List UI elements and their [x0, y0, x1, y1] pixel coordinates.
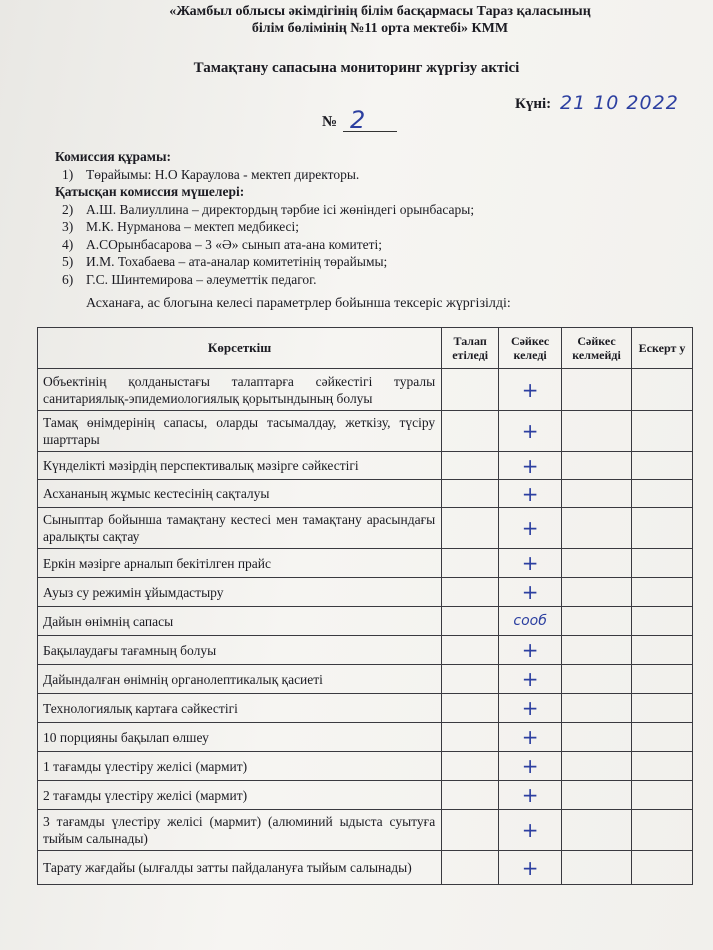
noncompliant-cell: [562, 607, 632, 636]
noncompliant-cell: [562, 810, 632, 851]
compliant-cell: +: [499, 549, 562, 578]
indicator-cell: Дайын өнімнің сапасы: [38, 607, 442, 636]
note-cell: [632, 752, 693, 781]
header-line-1: «Жамбыл облысы әкімдігінің білім басқармасы Тараз қаласының: [169, 4, 591, 19]
commission-chair: [55, 166, 474, 184]
list-text: Г.С. Шинтемирова – әлеуметтік педагог.: [86, 271, 317, 287]
note-cell: [632, 723, 693, 752]
act-number-value: 2: [350, 106, 366, 134]
commission-member: [55, 253, 474, 271]
table-row: [38, 723, 693, 752]
noncompliant-cell: [562, 636, 632, 665]
noncompliant-cell: [562, 578, 632, 607]
noncompliant-cell: [562, 549, 632, 578]
table-row: [38, 369, 693, 411]
noncompliant-cell: [562, 781, 632, 810]
commission-title: Комиссия құрамы:: [55, 149, 172, 164]
indicator-cell: Объектінің қолданыстағы талаптарға сәйкестігі туралы санитариялық-эпидемиологиялық қорытындының болуы: [38, 369, 442, 411]
required-cell: [442, 723, 499, 752]
table-row: [38, 752, 693, 781]
note-cell: [632, 607, 693, 636]
header-indicator: Көрсеткіш: [38, 328, 442, 369]
noncompliant-cell: [562, 480, 632, 508]
list-number: 1): [62, 166, 74, 182]
compliant-cell: +: [499, 480, 562, 508]
commission-member: [55, 201, 474, 219]
act-number-label: №: [322, 114, 338, 130]
required-cell: [442, 607, 499, 636]
intro-text: Асханаға, ас блогына келесі параметрлер бойынша тексеріс жүргізілді:: [86, 296, 511, 311]
compliant-cell: +: [499, 452, 562, 480]
required-cell: [442, 810, 499, 851]
compliant-cell: +: [499, 752, 562, 781]
list-number: 4): [62, 236, 74, 252]
table-row: [38, 810, 693, 851]
indicator-cell: Технологиялық картаға сәйкестігі: [38, 694, 442, 723]
note-cell: [632, 452, 693, 480]
required-cell: [442, 508, 499, 549]
required-cell: [442, 411, 499, 452]
required-cell: [442, 578, 499, 607]
compliant-cell: +: [499, 665, 562, 694]
header-required: Талап етіледі: [442, 328, 499, 369]
noncompliant-cell: [562, 723, 632, 752]
table-row: [38, 508, 693, 549]
required-cell: [442, 369, 499, 411]
indicator-cell: Сыныптар бойынша тамақтану кестесі мен тамақтану арасындағы аралықты сақтау: [38, 508, 442, 549]
list-text: А.Ш. Валиуллина – директордың тәрбие ісі жөніндегі орынбасары;: [86, 201, 475, 217]
indicator-cell: Тарату жағдайы (ылғалды затты пайдалануға тыйым салынады): [38, 851, 442, 885]
required-cell: [442, 851, 499, 885]
note-cell: [632, 508, 693, 549]
table-row: [38, 781, 693, 810]
noncompliant-cell: [562, 752, 632, 781]
note-cell: [632, 851, 693, 885]
indicator-cell: Бақылаудағы тағамның болуы: [38, 636, 442, 665]
note-cell: [632, 636, 693, 665]
note-cell: [632, 810, 693, 851]
list-number: 3): [62, 219, 74, 234]
table-row: [38, 636, 693, 665]
commission-member: [55, 218, 474, 236]
commission-member: [55, 236, 474, 254]
compliant-cell: +: [499, 411, 562, 452]
noncompliant-cell: [562, 665, 632, 694]
noncompliant-cell: [562, 369, 632, 411]
members-title: Қатысқан комиссия мүшелері:: [55, 184, 245, 199]
compliant-cell: +: [499, 810, 562, 851]
list-text: М.К. Нурманова – мектеп медбикесі;: [86, 219, 300, 234]
noncompliant-cell: [562, 508, 632, 549]
compliant-cell: +: [499, 694, 562, 723]
indicator-cell: Дайындалған өнімнің органолептикалық қасиеті: [38, 665, 442, 694]
header-line-2: білім бөлімінің №11 орта мектебі» КММ: [251, 21, 509, 36]
header-note: Ескерт у: [632, 328, 693, 369]
required-cell: [442, 665, 499, 694]
note-cell: [632, 369, 693, 411]
table-row: [38, 851, 693, 885]
list-number: 6): [62, 271, 74, 287]
table-row: [38, 480, 693, 508]
table-row: [38, 578, 693, 607]
compliant-cell: +: [499, 578, 562, 607]
list-text: И.М. Тохабаева – ата-аналар комитетінің төрайымы;: [86, 254, 388, 269]
organization-header: [150, 3, 610, 37]
note-cell: [632, 694, 693, 723]
table-row: [38, 549, 693, 578]
indicator-cell: 1 тағамды үлестіру желісі (мармит): [38, 752, 442, 781]
noncompliant-cell: [562, 411, 632, 452]
note-cell: [632, 411, 693, 452]
indicator-cell: Күнделікті мәзірдің перспективалық мәзірге сәйкестігі: [38, 452, 442, 480]
compliant-cell: +: [499, 851, 562, 885]
members-list: [55, 201, 474, 289]
indicator-cell: Тамақ өнімдерінің сапасы, оларды тасымалдау, жеткізу, түсіру шарттары: [38, 411, 442, 452]
compliant-cell: +: [499, 369, 562, 411]
act-number-underline: [343, 131, 397, 132]
list-text: А.СОрынбасарова – 3 «Ә» сынып ата-ана комитеті;: [86, 236, 383, 252]
date-label: Күні:: [515, 96, 552, 112]
indicator-cell: 3 тағамды үлестіру желісі (мармит) (алюминий ыдыста суытуға тыйым салынады): [38, 810, 442, 851]
noncompliant-cell: [562, 694, 632, 723]
required-cell: [442, 781, 499, 810]
note-cell: [632, 578, 693, 607]
header-noncompliant: Сәйкес келмейді: [562, 328, 632, 369]
required-cell: [442, 752, 499, 781]
note-cell: [632, 781, 693, 810]
table-row: [38, 607, 693, 636]
compliant-cell: +: [499, 781, 562, 810]
indicator-cell: 2 тағамды үлестіру желісі (мармит): [38, 781, 442, 810]
noncompliant-cell: [562, 851, 632, 885]
indicator-cell: Ауыз су режимін ұйымдастыру: [38, 578, 442, 607]
noncompliant-cell: [562, 452, 632, 480]
inspection-table: [37, 327, 693, 885]
note-cell: [632, 480, 693, 508]
table-body: [38, 369, 693, 885]
list-number: 2): [62, 201, 74, 217]
list-text: Төрайымы: Н.О Караулова - мектеп директоры.: [86, 166, 360, 182]
required-cell: [442, 694, 499, 723]
commission-block: [55, 148, 474, 288]
act-title: Тамақтану сапасына мониторинг жүргізу актісі: [193, 60, 520, 76]
compliant-cell: +: [499, 636, 562, 665]
note-cell: [632, 549, 693, 578]
required-cell: [442, 480, 499, 508]
table-row: [38, 665, 693, 694]
indicator-cell: Еркін мәзірге арналып бекітілген прайс: [38, 549, 442, 578]
compliant-cell: +: [499, 508, 562, 549]
compliant-cell: сооб: [499, 607, 562, 636]
required-cell: [442, 549, 499, 578]
compliant-cell: +: [499, 723, 562, 752]
required-cell: [442, 636, 499, 665]
indicator-cell: Асхананың жұмыс кестесінің сақталуы: [38, 480, 442, 508]
header-compliant: Сәйкес келеді: [499, 328, 562, 369]
note-cell: [632, 665, 693, 694]
list-number: 5): [62, 254, 74, 269]
commission-member: [55, 271, 474, 289]
table-row: [38, 694, 693, 723]
table-row: [38, 411, 693, 452]
required-cell: [442, 452, 499, 480]
date-value: 21 10 2022: [560, 92, 679, 114]
table-header-row: [38, 328, 693, 369]
table-row: [38, 452, 693, 480]
indicator-cell: 10 порцияны бақылап өлшеу: [38, 723, 442, 752]
